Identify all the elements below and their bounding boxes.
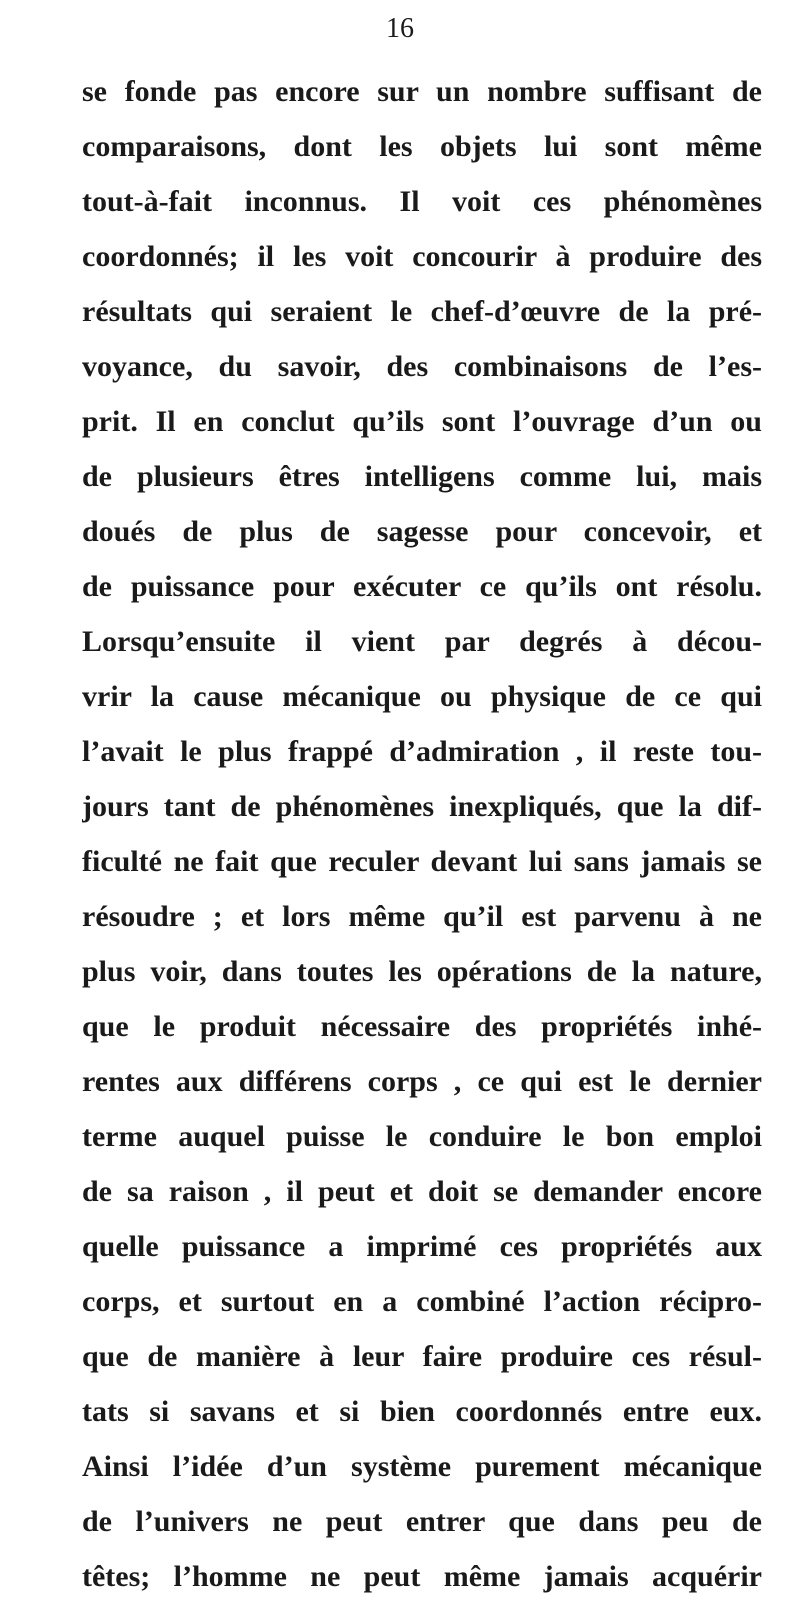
text-line: corps, et surtout en a combiné l’action récipro- (82, 1285, 762, 1318)
text-line: Lorsqu’ensuite il vient par degrés à décou- (82, 625, 762, 658)
text-line: prit. Il en conclut qu’ils sont l’ouvrage d’un ou (82, 405, 762, 438)
text-line: têtes; l’homme ne peut même jamais acquérir (82, 1560, 762, 1593)
text-line: voyance, du savoir, des combinaisons de l’es- (82, 350, 762, 383)
text-line: de plusieurs êtres intelligens comme lui, mais (82, 460, 762, 493)
text-line: quelle puissance a imprimé ces propriétés aux (82, 1230, 762, 1263)
text-line: plus voir, dans toutes les opérations de la nature, (82, 955, 762, 988)
text-line: que de manière à leur faire produire ces résul- (82, 1340, 762, 1373)
text-line: ficulté ne fait que reculer devant lui sans jamais se (82, 845, 762, 878)
text-line: résultats qui seraient le chef-d’œuvre de la pré- (82, 295, 762, 328)
text-line: l’avait le plus frappé d’admiration , il reste tou- (82, 735, 762, 768)
text-line: coordonnés; il les voit concourir à produire des (82, 240, 762, 273)
text-line: de l’univers ne peut entrer que dans peu de (82, 1505, 762, 1538)
body-text (82, 64, 762, 1604)
text-line: de puissance pour exécuter ce qu’ils ont résolu. (82, 570, 762, 603)
text-line: que le produit nécessaire des propriétés inhé- (82, 1010, 762, 1043)
text-line: rentes aux différens corps , ce qui est le dernier (82, 1065, 762, 1098)
text-line: tats si savans et si bien coordonnés entre eux. (82, 1395, 762, 1428)
text-line: vrir la cause mécanique ou physique de ce qui (82, 680, 762, 713)
text-line: se fonde pas encore sur un nombre suffisant de (82, 75, 762, 108)
text-line: Ainsi l’idée d’un système purement mécanique (82, 1450, 762, 1483)
page-number: 16 (386, 13, 414, 44)
text-line: terme auquel puisse le conduire le bon emploi (82, 1120, 762, 1153)
text-line: tout-à-fait inconnus. Il voit ces phénomènes (82, 185, 762, 218)
text-line: de sa raison , il peut et doit se demander encore (82, 1175, 762, 1208)
text-line: doués de plus de sagesse pour concevoir, et (82, 515, 762, 548)
text-line: résoudre ; et lors même qu’il est parvenu à ne (82, 900, 762, 933)
text-line: jours tant de phénomènes inexpliqués, que la dif- (82, 790, 762, 823)
text-line: comparaisons, dont les objets lui sont même (82, 130, 762, 163)
